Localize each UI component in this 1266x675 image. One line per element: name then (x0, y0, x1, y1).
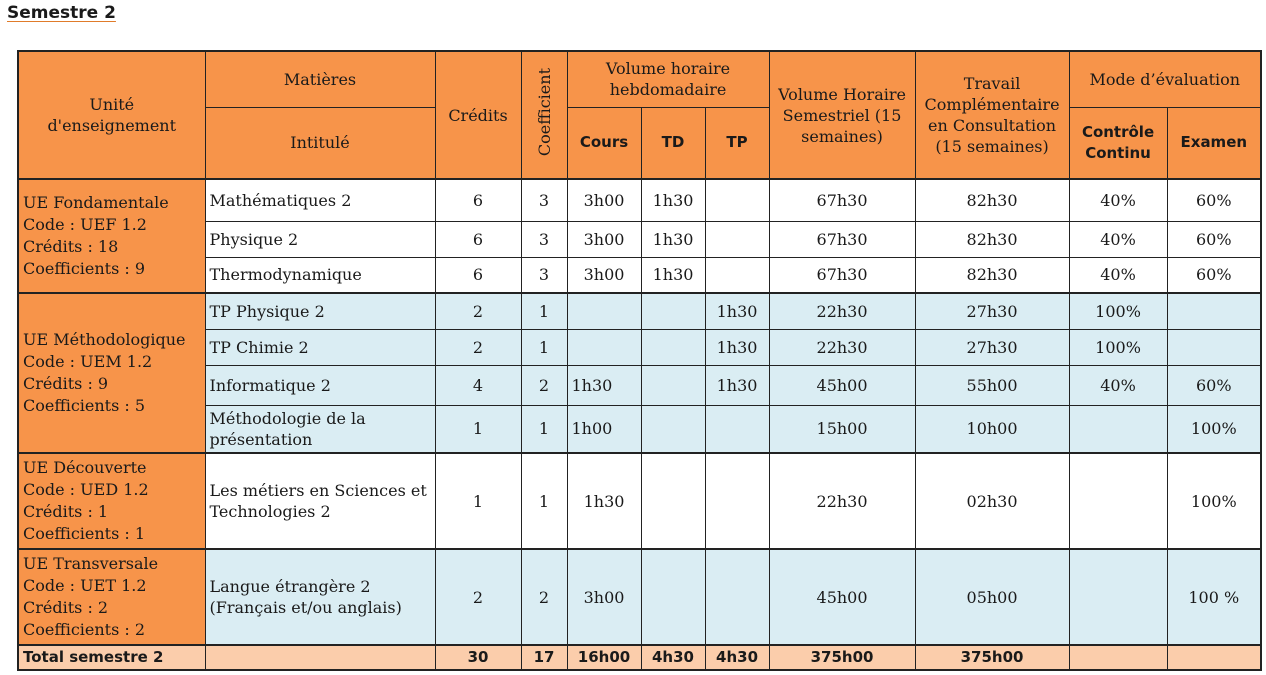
ue-line: UE Fondamentale (23, 193, 169, 212)
ue-line: UE Transversale (23, 554, 159, 573)
cell-credits: 4 (435, 365, 521, 405)
ue-cell (18, 549, 205, 645)
total-label: Total semestre 2 (18, 645, 205, 670)
cell-vhs: 22h30 (769, 453, 915, 549)
cell-coef: 3 (521, 221, 567, 257)
cell-credits: 2 (435, 329, 521, 365)
cell-tp: 1h30 (705, 329, 769, 365)
total-td: 4h30 (641, 645, 705, 670)
cell-cours (567, 329, 641, 365)
cell-cours: 1h30 (567, 365, 641, 405)
cell-tp (705, 179, 769, 221)
cell-cc (1069, 453, 1167, 549)
header-tp: TP (705, 107, 769, 179)
cell-exam: 60% (1167, 221, 1261, 257)
header-cours: Cours (567, 107, 641, 179)
cell-credits: 2 (435, 293, 521, 329)
table-row (18, 179, 1261, 221)
table-row (18, 453, 1261, 549)
table-row (18, 329, 1261, 365)
cell-travail: 05h00 (915, 549, 1069, 645)
cell-exam: 100 % (1167, 549, 1261, 645)
cell-tp: 1h30 (705, 293, 769, 329)
header-travail: Travail Complémentaire en Consultation (15 semaines) (915, 51, 1069, 179)
cell-travail: 02h30 (915, 453, 1069, 549)
header-unite: Unité d'enseignement (18, 51, 205, 179)
cell-vhs: 15h00 (769, 405, 915, 453)
cell-coef: 1 (521, 453, 567, 549)
cell-td (641, 405, 705, 453)
cell-credits: 2 (435, 549, 521, 645)
ue-line: Coefficients : 2 (23, 620, 146, 639)
header-matieres: Matières (205, 51, 435, 107)
ue-line: UE Découverte (23, 458, 147, 477)
total-vhs: 375h00 (769, 645, 915, 670)
cell-coef: 2 (521, 365, 567, 405)
cell-exam: 60% (1167, 179, 1261, 221)
cell-travail: 82h30 (915, 179, 1069, 221)
cell-tp (705, 453, 769, 549)
cell-vhs: 45h00 (769, 549, 915, 645)
cell-intitule: Méthodologie de la présentation (205, 405, 435, 453)
cell-coef: 2 (521, 549, 567, 645)
cell-td (641, 329, 705, 365)
cell-td (641, 365, 705, 405)
cell-coef: 1 (521, 405, 567, 453)
ue-line: Crédits : 1 (23, 502, 109, 521)
cell-cc (1069, 405, 1167, 453)
cell-tp (705, 221, 769, 257)
header-td: TD (641, 107, 705, 179)
total-travail: 375h00 (915, 645, 1069, 670)
cell-intitule: TP Chimie 2 (205, 329, 435, 365)
cell-tp (705, 549, 769, 645)
cell-travail: 82h30 (915, 257, 1069, 293)
cell-travail: 27h30 (915, 329, 1069, 365)
cell-exam (1167, 329, 1261, 365)
header-volume-hebdo: Volume horaire hebdomadaire (567, 51, 769, 107)
cell-cc: 40% (1069, 257, 1167, 293)
cell-cours: 3h00 (567, 179, 641, 221)
header-coefficient: Coefficient (534, 68, 554, 157)
cell-cc: 40% (1069, 221, 1167, 257)
cell-td: 1h30 (641, 221, 705, 257)
cell-vhs: 67h30 (769, 257, 915, 293)
ue-cell (18, 179, 205, 293)
table-row (18, 221, 1261, 257)
ue-line: Crédits : 2 (23, 598, 109, 617)
total-cc (1069, 645, 1167, 670)
ue-line: Code : UED 1.2 (23, 480, 149, 499)
ue-cell (18, 293, 205, 453)
cell-cc (1069, 549, 1167, 645)
cell-intitule: Informatique 2 (205, 365, 435, 405)
ue-line: Code : UEM 1.2 (23, 352, 153, 371)
table-row (18, 293, 1261, 329)
header-volume-semestriel: Volume Horaire Semestriel (15 semaines) (769, 51, 915, 179)
ue-line: Crédits : 18 (23, 237, 119, 256)
cell-vhs: 67h30 (769, 179, 915, 221)
ue-line: Coefficients : 9 (23, 259, 146, 278)
semester-table (17, 50, 1262, 671)
cell-intitule: Thermodynamique (205, 257, 435, 293)
cell-cours: 3h00 (567, 549, 641, 645)
cell-coef: 1 (521, 293, 567, 329)
cell-tp (705, 257, 769, 293)
cell-exam: 60% (1167, 365, 1261, 405)
cell-travail: 82h30 (915, 221, 1069, 257)
ue-cell (18, 453, 205, 549)
cell-vhs: 22h30 (769, 329, 915, 365)
cell-coef: 3 (521, 257, 567, 293)
cell-intitule: TP Physique 2 (205, 293, 435, 329)
total-coef: 17 (521, 645, 567, 670)
cell-td (641, 549, 705, 645)
total-cours: 16h00 (567, 645, 641, 670)
cell-travail: 55h00 (915, 365, 1069, 405)
cell-exam: 60% (1167, 257, 1261, 293)
cell-cours: 1h30 (567, 453, 641, 549)
cell-cc: 100% (1069, 329, 1167, 365)
cell-vhs: 45h00 (769, 365, 915, 405)
total-row (18, 645, 1261, 670)
total-tp: 4h30 (705, 645, 769, 670)
page-title: Semestre 2 (7, 3, 116, 23)
cell-intitule: Physique 2 (205, 221, 435, 257)
cell-vhs: 22h30 (769, 293, 915, 329)
cell-coef: 1 (521, 329, 567, 365)
cell-cours: 1h00 (567, 405, 641, 453)
cell-intitule: Mathématiques 2 (205, 179, 435, 221)
cell-td (641, 293, 705, 329)
table-row (18, 405, 1261, 453)
cell-tp (705, 405, 769, 453)
total-credits: 30 (435, 645, 521, 670)
header-examen: Examen (1167, 107, 1261, 179)
cell-td: 1h30 (641, 257, 705, 293)
table-row (18, 257, 1261, 293)
cell-cours: 3h00 (567, 221, 641, 257)
ue-line: Crédits : 9 (23, 374, 109, 393)
cell-cc: 40% (1069, 179, 1167, 221)
cell-td (641, 453, 705, 549)
table-row (18, 549, 1261, 645)
cell-cc: 100% (1069, 293, 1167, 329)
header-controle: Contrôle Continu (1069, 107, 1167, 179)
ue-line: Code : UEF 1.2 (23, 215, 147, 234)
cell-credits: 6 (435, 179, 521, 221)
header-coefficient-cell (521, 51, 567, 179)
cell-cours (567, 293, 641, 329)
total-empty (205, 645, 435, 670)
cell-travail: 10h00 (915, 405, 1069, 453)
cell-credits: 1 (435, 453, 521, 549)
header-credits: Crédits (435, 51, 521, 179)
cell-travail: 27h30 (915, 293, 1069, 329)
header-mode-eval: Mode d’évaluation (1069, 51, 1261, 107)
cell-credits: 1 (435, 405, 521, 453)
cell-credits: 6 (435, 221, 521, 257)
ue-line: Coefficients : 5 (23, 396, 146, 415)
cell-td: 1h30 (641, 179, 705, 221)
cell-tp: 1h30 (705, 365, 769, 405)
cell-cours: 3h00 (567, 257, 641, 293)
header-intitule: Intitulé (205, 107, 435, 179)
cell-exam: 100% (1167, 453, 1261, 549)
ue-line: Coefficients : 1 (23, 524, 146, 543)
cell-credits: 6 (435, 257, 521, 293)
cell-intitule: Les métiers en Sciences et Technologies 2 (205, 453, 435, 549)
ue-line: Code : UET 1.2 (23, 576, 147, 595)
ue-line: UE Méthodologique (23, 330, 186, 349)
cell-vhs: 67h30 (769, 221, 915, 257)
total-exam (1167, 645, 1261, 670)
cell-coef: 3 (521, 179, 567, 221)
cell-cc: 40% (1069, 365, 1167, 405)
cell-intitule: Langue étrangère 2 (Français et/ou anglais) (205, 549, 435, 645)
cell-exam (1167, 293, 1261, 329)
table-row (18, 365, 1261, 405)
cell-exam: 100% (1167, 405, 1261, 453)
